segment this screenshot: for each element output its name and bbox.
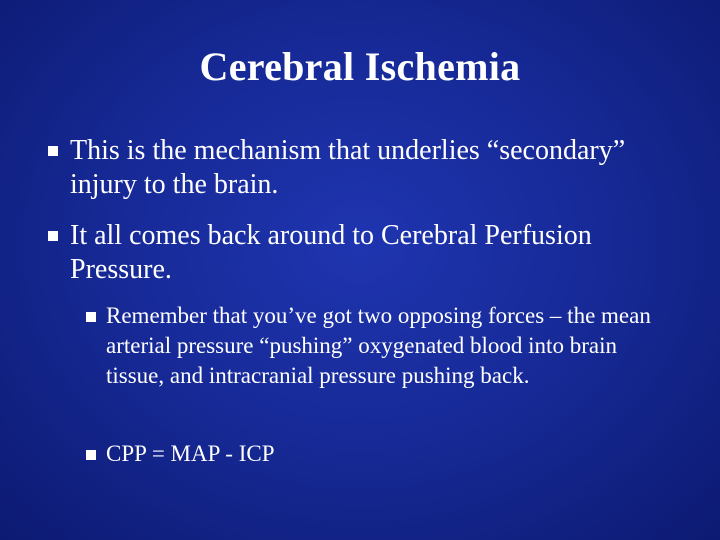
bullet-item <box>70 219 690 287</box>
square-bullet-icon <box>86 450 96 460</box>
bullet-text: It all comes back around to Cerebral Perfusion Pressure. <box>70 220 592 285</box>
square-bullet-icon <box>48 146 58 156</box>
square-bullet-icon <box>48 231 58 241</box>
square-bullet-icon <box>86 312 96 322</box>
bullet-text: This is the mechanism that underlies “secondary” injury to the brain. <box>70 135 626 200</box>
sub-bullet-text: Remember that you’ve got two opposing forces – the mean arterial pressure “pushing” oxygenated blood into brain tissue, and intracranial pressure pushing back. <box>106 303 651 388</box>
sub-bullet-text: CPP = MAP - ICP <box>106 441 275 466</box>
sub-bullet-item <box>106 439 666 469</box>
bullet-item <box>70 134 690 202</box>
slide-title: Cerebral Ischemia <box>199 44 521 89</box>
sub-bullet-item <box>106 301 666 391</box>
